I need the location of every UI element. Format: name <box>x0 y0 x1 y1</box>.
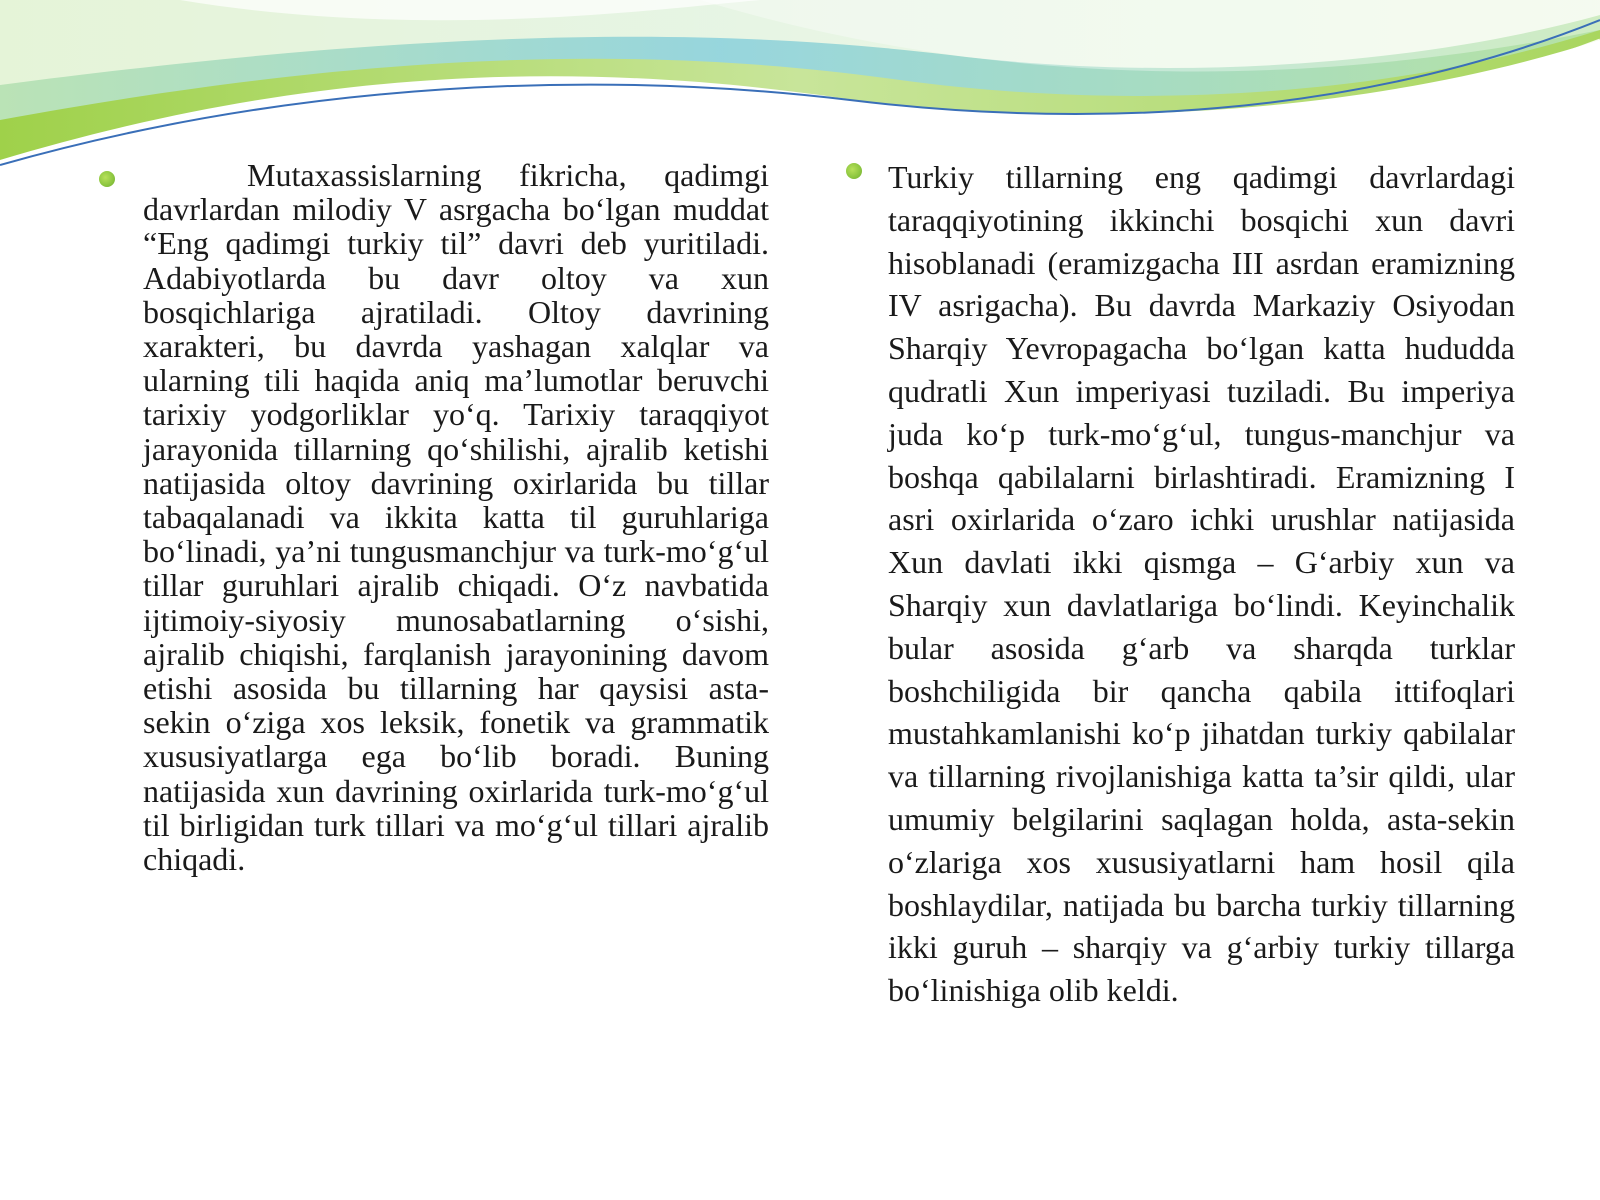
left-paragraph: Mutaxassislarning fikricha, qadimgi davrlardan milodiy V asrgacha bo‘lgan muddat “Eng qadimgi turkiy til” davri deb yuritiladi. Adabiyotlarda bu davr oltoy va xun bosqichlariga ajratiladi. Oltoy davrining xarakteri, bu davrda yashagan xalqlar va ularning tili haqida aniq ma’lumotlar beruvchi tarixiy yodgorliklar yo‘q. Tarixiy taraqqiyot jarayonida tillarning qo‘shilishi, ajralib ketishi natijasida oltoy davrining oxirlarida bu tillar tabaqalanadi va ikkita katta til guruhlariga bo‘linadi, ya’ni tungusmanchjur va turk-mo‘g‘ul tillar guruhlari ajralib chiqadi. O‘z navbatida ijtimoiy-siyosiy munosabatlarning o‘sishi, ajralib chiqishi, farqlanish jarayonining davom etishi asosida bu tillarning har qaysisi asta- sekin o‘ziga xos leksik, fonetik va grammatik xususiyatlarga ega bo‘lib boradi. Buning natijasida xun davrining oxirlarida turk-mo‘g‘ul til birligidan turk tillari va mo‘g‘ul tillari ajralib chiqadi. <box>143 157 769 878</box>
green-dot-bullet-icon <box>99 171 115 187</box>
green-dot-bullet-icon <box>846 163 862 179</box>
right-text-column <box>888 156 1515 1012</box>
left-text-column <box>143 158 769 876</box>
right-paragraph: Turkiy tillarning eng qadimgi davrlardagi taraqqiyotining ikkinchi bosqichi xun davri hisoblanadi (eramizgacha III asrdan eramizning IV asrigacha). Bu davrda Markaziy Osiyodan Sharqiy Yevropagacha bo‘lgan katta hududda qudratli Xun imperiyasi tuziladi. Bu imperiya juda ko‘p turk-mo‘g‘ul, tungus-manchjur va boshqa qabilalarni birlashtiradi. Eramizning I asri oxirlarida o‘zaro ichki urushlar natijasida Xun davlati ikki qismga – G‘arbiy xun va Sharqiy xun davlatlariga bo‘lindi. Keyinchalik bular asosida g‘arb va sharqda turklar boshchiligida bir qancha qabila ittifoqlari mustahkamlanishi ko‘p jihatdan turkiy qabilalar va tillarning rivojlanishiga katta ta’sir qildi, ular umumiy belgilarini saqlagan holda, asta-sekin o‘zlariga xos xususiyatlarni ham hosil qila boshlaydilar, natijada bu barcha turkiy tillarning ikki guruh – sharqiy va g‘arbiy turkiy tillarga bo‘linishiga olib keldi. <box>888 159 1515 1009</box>
